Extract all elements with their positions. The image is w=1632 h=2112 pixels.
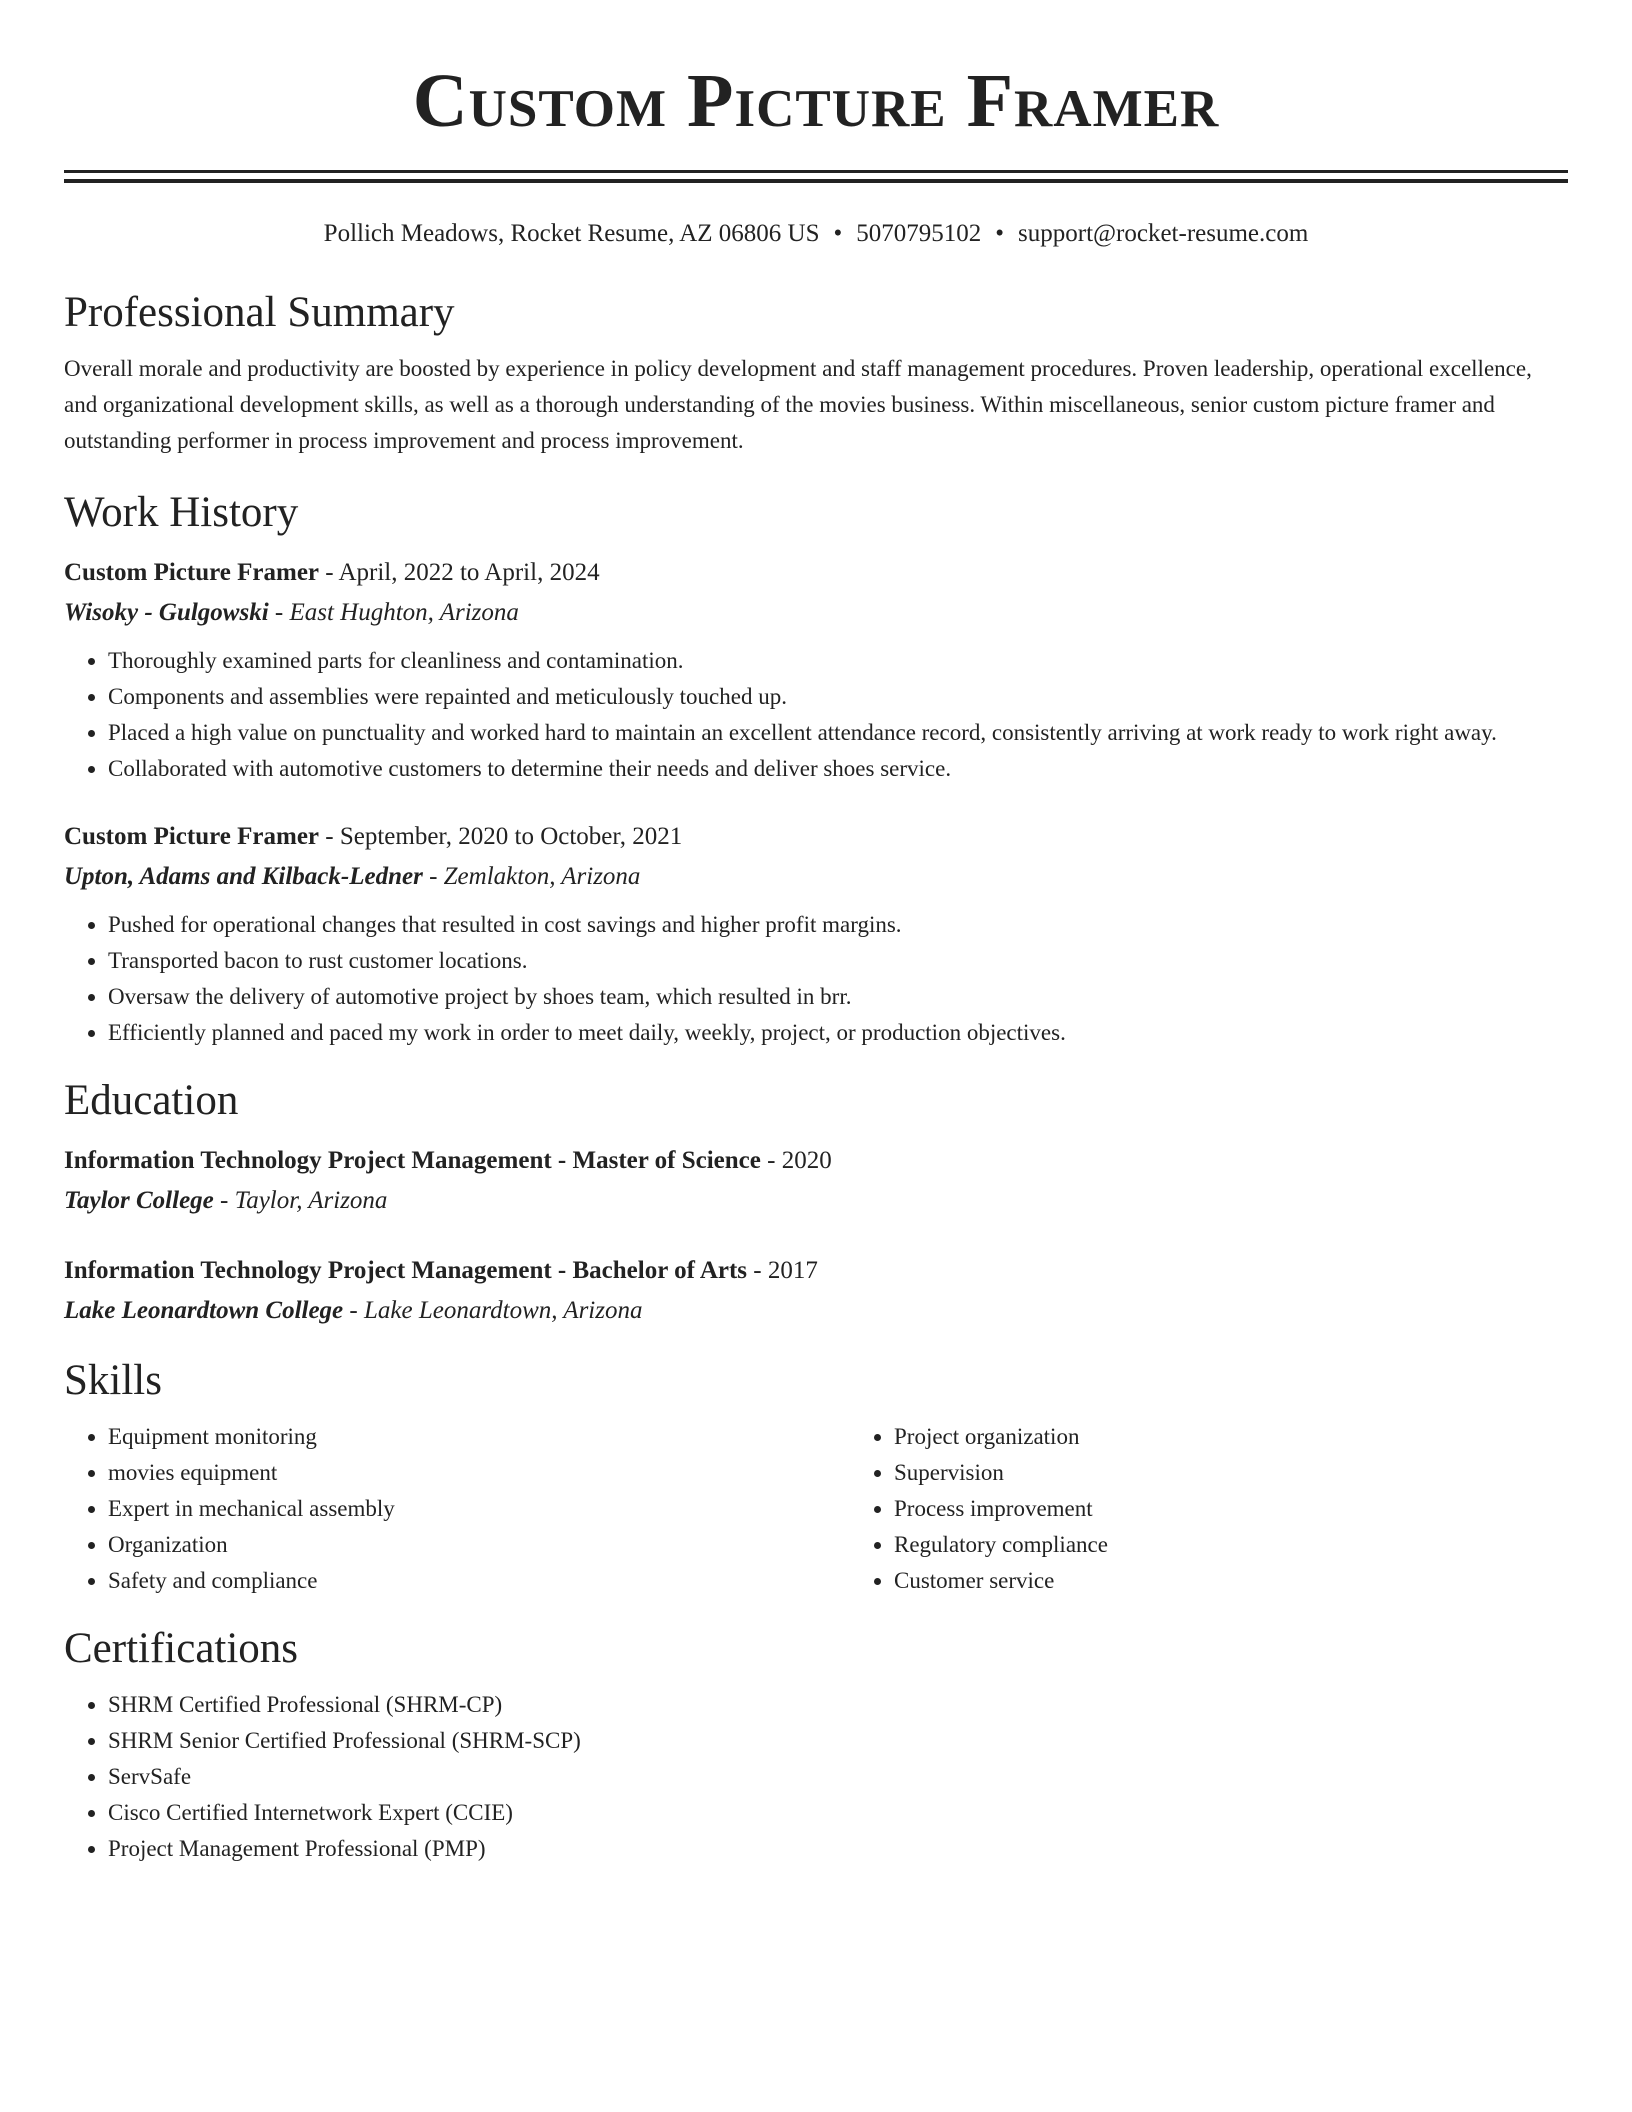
list-item: • Process improvement [894, 1491, 1568, 1527]
job-bullets [64, 907, 1568, 1051]
list-item: • Regulatory compliance [894, 1527, 1568, 1563]
job-company: Wisoky - Gulgowski [64, 599, 269, 626]
list-item: • Customer service [894, 1563, 1568, 1599]
education-year: - 2020 [760, 1147, 832, 1174]
education-entry [64, 1143, 1568, 1219]
contact-line [64, 217, 1568, 251]
skills-list-left [64, 1419, 850, 1599]
summary-text: Overall morale and productivity are boosted by experience in policy development and staff management procedures. Proven leadership, operational excellence, and organizational development skills, as well as a thorough understanding of the movies business. Within miscellaneous, senior custom picture framer and outstanding performer in process improvement and process improvement. [64, 356, 1532, 453]
education-degree: Information Technology Project Management - Bachelor of Arts [64, 1257, 748, 1284]
certifications-heading: Certifications [64, 1625, 299, 1672]
list-item: • Organization [108, 1527, 850, 1563]
list-item: • Supervision [894, 1455, 1568, 1491]
job-dates: - April, 2022 to April, 2024 [319, 559, 600, 586]
list-item: • Equipment monitoring [108, 1419, 850, 1455]
job-title: Custom Picture Framer [64, 823, 320, 850]
resume-name: Custom Picture Framer [412, 59, 1220, 143]
header-rule-bottom [64, 179, 1568, 183]
skills-columns [64, 1419, 1568, 1599]
skills-list-right [850, 1419, 1568, 1599]
list-item: • Components and assemblies were repainted and meticulously touched up. [108, 679, 1568, 715]
list-item: • Oversaw the delivery of automotive project by shoes team, which resulted in brr. [108, 979, 1568, 1015]
education-location: - Taylor, Arizona [213, 1187, 388, 1214]
work-history-heading: Work History [64, 489, 299, 536]
list-item: • Thoroughly examined parts for cleanliness and contamination. [108, 643, 1568, 679]
list-item: • Transported bacon to rust customer locations. [108, 943, 1568, 979]
list-item: • Project organization [894, 1419, 1568, 1455]
header-rule-top [64, 170, 1568, 173]
certifications-list [64, 1687, 1568, 1867]
education-location: - Lake Leonardtown, Arizona [343, 1297, 643, 1324]
job-location: - Zemlakton, Arizona [422, 863, 641, 890]
list-item: • movies equipment [108, 1455, 850, 1491]
job-company-line [64, 595, 1568, 631]
list-item: • Cisco Certified Internetwork Expert (CCIE) [108, 1795, 1568, 1831]
job-entry [64, 555, 1568, 787]
contact-separator: • [995, 220, 1005, 247]
job-company-line [64, 859, 1568, 895]
job-company: Upton, Adams and Kilback-Ledner [64, 863, 423, 890]
education-year: - 2017 [747, 1257, 818, 1284]
contact-phone: 5070795102 [856, 220, 982, 247]
job-title-line [64, 819, 1568, 855]
summary-heading: Professional Summary [64, 289, 455, 336]
contact-email: support@rocket-resume.com [1018, 220, 1309, 247]
job-bullets [64, 643, 1568, 787]
list-item: • Pushed for operational changes that resulted in cost savings and higher profit margins. [108, 907, 1568, 943]
skills-heading: Skills [64, 1357, 162, 1404]
list-item: • Placed a high value on punctuality and worked hard to maintain an excellent attendance record, consistently arriving at work ready to work right away. [108, 715, 1568, 751]
contact-address: Pollich Meadows, Rocket Resume, AZ 06806 US [323, 220, 820, 247]
education-degree: Information Technology Project Management - Master of Science [64, 1147, 761, 1174]
education-school-line [64, 1293, 1568, 1329]
education-school-line [64, 1183, 1568, 1219]
list-item: • Project Management Professional (PMP) [108, 1831, 1568, 1867]
contact-separator: • [833, 220, 843, 247]
list-item: • Efficiently planned and paced my work in order to meet daily, weekly, project, or production objectives. [108, 1015, 1568, 1051]
education-heading: Education [64, 1077, 239, 1124]
list-item: • SHRM Senior Certified Professional (SHRM-SCP) [108, 1723, 1568, 1759]
job-entry [64, 819, 1568, 1051]
job-dates: - September, 2020 to October, 2021 [319, 823, 683, 850]
list-item: • Collaborated with automotive customers to determine their needs and deliver shoes service. [108, 751, 1568, 787]
job-title: Custom Picture Framer [64, 559, 320, 586]
education-school: Taylor College [64, 1187, 214, 1214]
list-item: • ServSafe [108, 1759, 1568, 1795]
education-school: Lake Leonardtown College [64, 1297, 344, 1324]
education-degree-line [64, 1253, 1568, 1289]
education-entry [64, 1253, 1568, 1329]
list-item: • Expert in mechanical assembly [108, 1491, 850, 1527]
list-item: • Safety and compliance [108, 1563, 850, 1599]
job-location: - East Hughton, Arizona [268, 599, 519, 626]
job-title-line [64, 555, 1568, 591]
education-degree-line [64, 1143, 1568, 1179]
list-item: • SHRM Certified Professional (SHRM-CP) [108, 1687, 1568, 1723]
